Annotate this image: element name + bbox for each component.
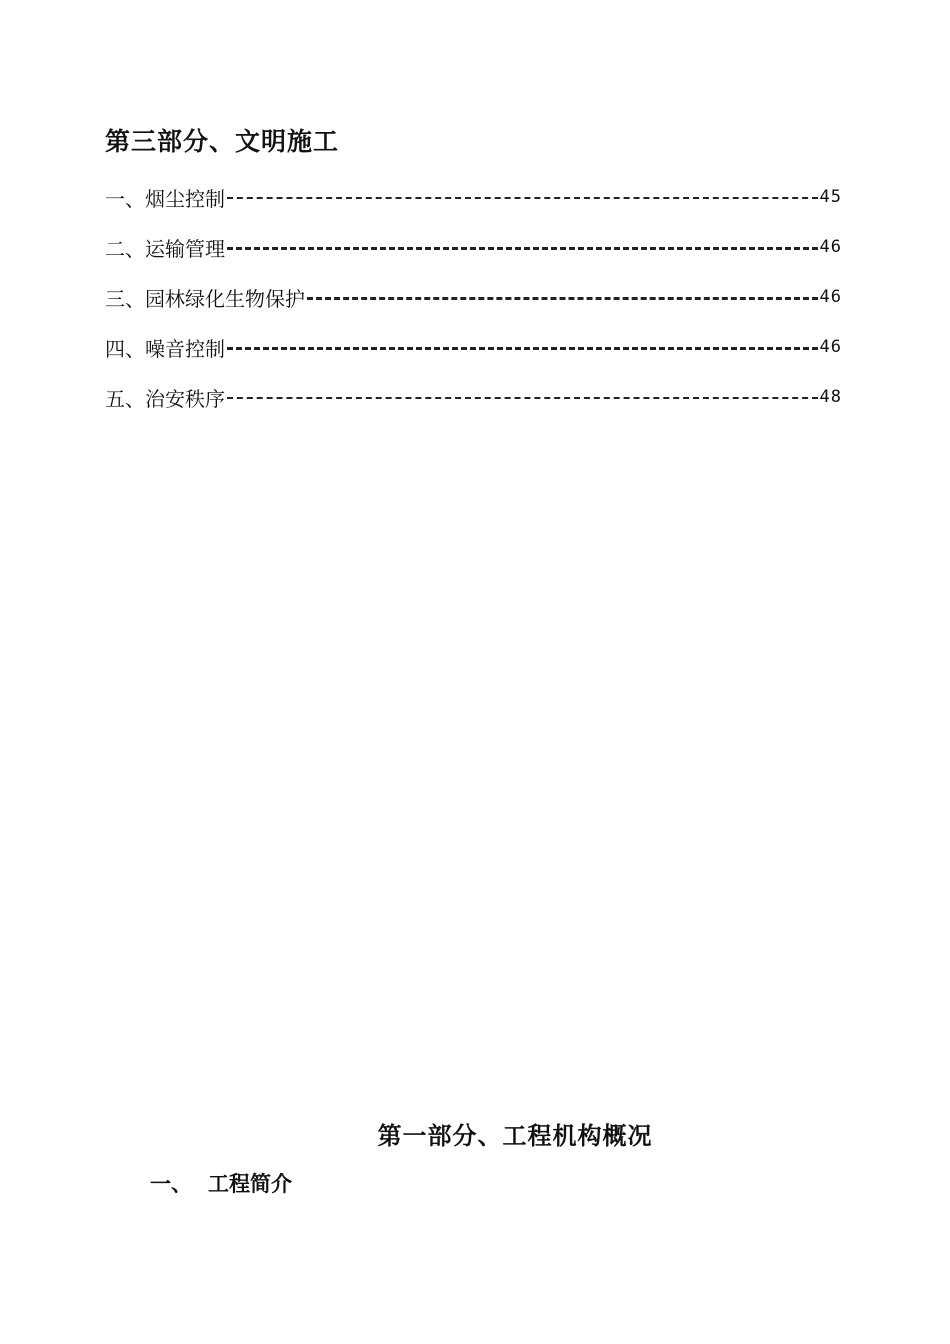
toc-leader-dashes <box>227 247 818 250</box>
toc-leader-dashes <box>227 347 818 350</box>
toc-entry-2[interactable] <box>105 222 842 272</box>
toc-entry-5[interactable] <box>105 372 842 422</box>
section-number: 一、 <box>150 1171 192 1196</box>
toc-entry-3[interactable] <box>105 272 842 322</box>
toc-entry-label: 四、噪音控制 <box>105 336 225 361</box>
toc-entry-label: 二、运输管理 <box>105 236 225 261</box>
toc-leader-dashes <box>227 397 818 399</box>
part1-heading: 第一部分、工程机构概况 <box>377 1121 653 1150</box>
toc-entry-1[interactable] <box>105 172 842 222</box>
toc-entry-page: 46 <box>819 337 842 357</box>
toc-entry-4[interactable] <box>105 322 842 372</box>
section-heading <box>150 1168 292 1198</box>
toc-entry-label: 三、园林绿化生物保护 <box>105 286 305 311</box>
toc-entry-page: 45 <box>819 187 842 207</box>
toc-entry-page: 46 <box>819 237 842 257</box>
toc-leader-dashes <box>307 297 818 300</box>
toc-leader-dashes <box>227 197 818 199</box>
part3-heading: 第三部分、文明施工 <box>105 127 340 156</box>
toc-entry-page: 48 <box>819 387 842 407</box>
section-title: 工程简介 <box>208 1171 292 1196</box>
toc-entry-page: 46 <box>819 287 842 307</box>
toc-entry-label: 五、治安秩序 <box>105 386 225 411</box>
table-of-contents <box>105 172 842 422</box>
toc-entry-label: 一、烟尘控制 <box>105 186 225 211</box>
